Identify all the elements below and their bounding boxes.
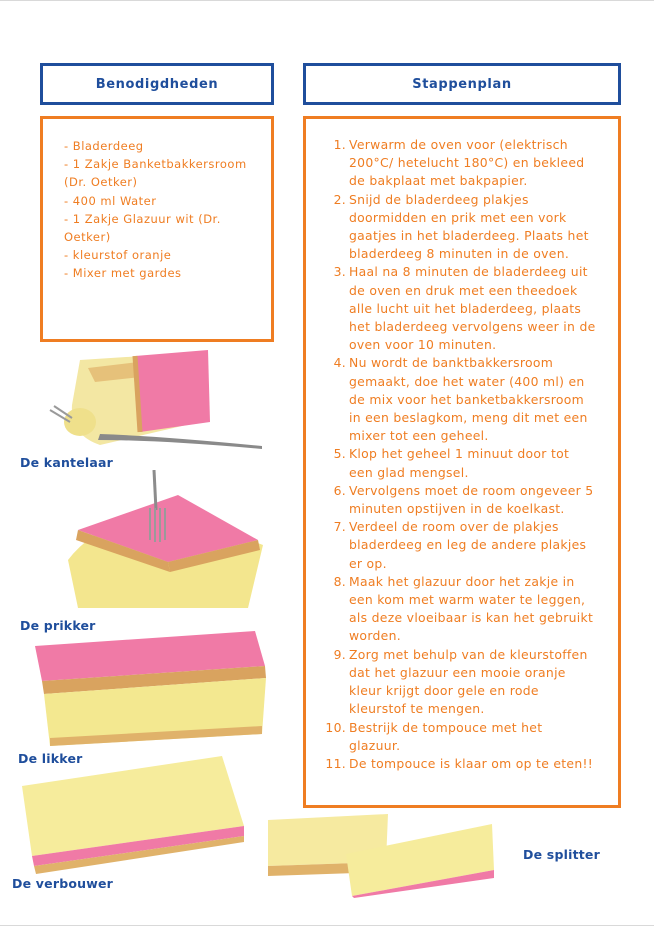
step-item: 5. Klop het geheel 1 minuut door tot een glad mengsel. bbox=[326, 445, 602, 481]
top-divider bbox=[0, 0, 654, 1]
step-item: 2. Snijd de bladerdeeg plakjes doormidden en prik met een vork gaatjes in het bladerdeeg. Plaats het bladerdeeg 8 minuten in de oven. bbox=[326, 191, 602, 264]
steps-list bbox=[326, 136, 602, 773]
step-item: 7. Verdeel de room over de plakjes bladerdeeg en leg de andere plakjes er op. bbox=[326, 518, 602, 573]
step-number: 7. bbox=[333, 519, 346, 535]
ingredients-header-label: Benodigdheden bbox=[95, 76, 219, 92]
splitter-photo bbox=[268, 814, 496, 898]
step-number: 6. bbox=[333, 482, 346, 498]
step-number: 5. bbox=[333, 446, 346, 462]
step-number: 1. bbox=[333, 137, 346, 152]
ingredients-header bbox=[40, 63, 274, 105]
caption-kantelaar: De kantelaar bbox=[20, 455, 114, 470]
steps-header-label: Stappenplan bbox=[412, 76, 512, 92]
step-number: 8. bbox=[333, 573, 346, 589]
step-number: 10. bbox=[325, 719, 346, 735]
step-item: 8. Maak het glazuur door het zakje in een kom met warm water te leggen, als deze vloeibaar is kan het gebruikt worden. bbox=[326, 573, 602, 646]
ingredient-line: - 1 Zakje Banketbakkersroom bbox=[64, 157, 247, 172]
ingredient-line: Oetker) bbox=[64, 230, 111, 245]
step-number: 4. bbox=[333, 355, 346, 371]
kantelaar-photo bbox=[40, 350, 262, 450]
ingredient-line: - 400 ml Water bbox=[64, 193, 157, 208]
step-item: 11. De tompouce is klaar om op te eten!! bbox=[326, 755, 602, 773]
step-number: 11. bbox=[325, 755, 346, 771]
ingredient-line: - Bladerdeeg bbox=[64, 139, 144, 153]
caption-splitter: De splitter bbox=[523, 847, 600, 862]
caption-likker: De likker bbox=[18, 751, 83, 766]
step-item: 10. Bestrijk de tompouce met het glazuur. bbox=[326, 719, 602, 755]
ingredient-line: - kleurstof oranje bbox=[64, 248, 172, 263]
step-number: 9. bbox=[333, 646, 346, 662]
step-item: 3. Haal na 8 minuten de bladerdeeg uit de oven en druk met een theedoek alle lucht uit het bladerdeeg, plaats het bladerdeeg vervolgens weer in de oven voor 10 minuten. bbox=[326, 263, 602, 354]
step-number: 3. bbox=[333, 264, 346, 280]
steps-header bbox=[303, 63, 621, 105]
ingredient-line: - Mixer met gardes bbox=[64, 266, 182, 281]
step-item: 6. Vervolgens moet de room ongeveer 5 minuten opstijven in de koelkast. bbox=[326, 482, 602, 518]
caption-verbouwer: De verbouwer bbox=[12, 876, 114, 891]
caption-prikker: De prikker bbox=[20, 618, 96, 633]
likker-photo bbox=[30, 626, 270, 748]
bottom-divider bbox=[0, 925, 654, 926]
step-number: 2. bbox=[333, 191, 346, 207]
prikker-photo bbox=[58, 470, 268, 610]
ingredient-line: - 1 Zakje Glazuur wit (Dr. bbox=[64, 211, 221, 226]
ingredients-list bbox=[64, 137, 264, 283]
step-item: 1. Verwarm de oven voor (elektrisch 200°C/ hetelucht 180°C) en bekleed de bakplaat met bakpapier. bbox=[326, 136, 602, 191]
verbouwer-photo bbox=[22, 756, 244, 874]
step-item: 4. Nu wordt de banktbakkersroom gemaakt, doe het water (400 ml) en de mix voor het banketbakkersroom in een beslagkom, meng dit met een mixer tot een geheel. bbox=[326, 354, 602, 445]
ingredient-line: (Dr. Oetker) bbox=[64, 175, 138, 190]
step-item: 9. Zorg met behulp van de kleurstoffen dat het glazuur een mooie oranje kleur krijgt door gele en rode kleurstof te mengen. bbox=[326, 646, 602, 719]
